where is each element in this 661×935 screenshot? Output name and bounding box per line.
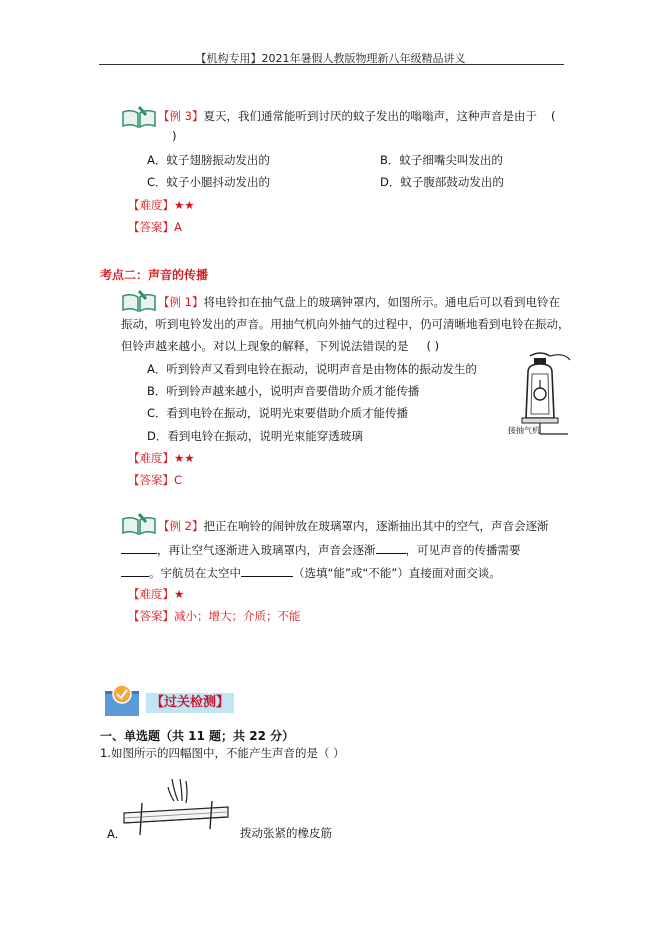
difficulty-label: 【难度】 — [128, 451, 174, 465]
example3-option-b: B．蚊子细嘴尖叫发出的 — [380, 153, 503, 167]
example3-paren-close: ) — [172, 129, 177, 143]
example2-answer — [128, 608, 301, 624]
example1-answer — [128, 472, 182, 488]
check-section-title: 【过关检测】 — [146, 693, 234, 713]
example1-line3 — [121, 338, 439, 354]
example3-option-c: C．蚊子小腿抖动发出的 — [147, 175, 271, 189]
example1-option-b: B．听到铃声越来越小，说明声音要借助介质才能传播 — [147, 384, 420, 398]
difficulty-stars: ★★ — [174, 451, 195, 465]
example3-difficulty — [128, 197, 195, 213]
book-icon — [121, 290, 157, 312]
figure-caption: 接抽气机 — [508, 426, 540, 435]
example2-line2 — [121, 541, 521, 558]
example3-stem — [158, 108, 537, 124]
fill-blank[interactable] — [121, 564, 149, 577]
header-divider — [99, 64, 564, 65]
example3-paren-open: ( — [551, 109, 556, 123]
book-icon — [121, 513, 157, 535]
book-icon — [121, 106, 157, 128]
answer-label: 【答案】 — [128, 609, 174, 623]
example1-paren: ( ) — [426, 339, 440, 353]
difficulty-label: 【难度】 — [128, 587, 174, 601]
answer-value: A — [174, 220, 182, 234]
example2-line2b: ，可见声音的传播需要 — [405, 543, 521, 557]
example2-label: 【例 2】 — [158, 519, 204, 533]
page-header: 【机构专用】2021年暑假人教版物理新八年级精品讲义 — [195, 52, 466, 65]
rubber-band-ruler-figure — [120, 777, 232, 839]
answer-label: 【答案】 — [128, 220, 174, 234]
answer-label: 【答案】 — [128, 473, 174, 487]
example1-option-d: D．看到电铃在振动，说明光束能穿透玻璃 — [147, 429, 363, 443]
example1-line1-text: 将电铃扣在抽气盘上的玻璃钟罩内，如图所示。通电后可以看到电铃在 — [203, 295, 560, 309]
difficulty-stars: ★ — [174, 587, 185, 601]
example2-line3 — [121, 564, 501, 581]
difficulty-stars: ★★ — [174, 198, 195, 212]
example2-difficulty — [128, 586, 184, 602]
example1-difficulty — [128, 450, 195, 466]
example3-option-d: D．蚊子腹部鼓动发出的 — [380, 175, 504, 189]
fill-blank[interactable] — [121, 541, 157, 554]
example1-line3-text: 但铃声越来越小。对以上现象的解释，下列说法错误的是 — [121, 339, 409, 353]
question1-stem: 1.如图所示的四幅图中，不能产生声音的是（ ） — [100, 746, 345, 760]
clipboard-check-icon — [104, 683, 140, 717]
answer-value: 减小；增大；介质；不能 — [174, 609, 301, 623]
option-a-letter: A. — [107, 827, 119, 841]
section-heading: 考点二：声音的传播 — [100, 268, 209, 282]
example2-line2a: ，再让空气逐渐进入玻璃罩内，声音会逐渐 — [157, 543, 376, 557]
answer-value: C — [174, 473, 183, 487]
option-a-caption: 拨动张紧的橡皮筋 — [240, 826, 332, 840]
example3-option-a: A．蚊子翅膀振动发出的 — [147, 153, 270, 167]
example1-option-c: C．看到电铃在振动，说明光束要借助介质才能传播 — [147, 406, 409, 420]
bell-jar-figure — [506, 350, 574, 436]
example3-line1: 夏天，我们通常能听到讨厌的蚊子发出的嗡嗡声，这种声音是由于 — [203, 109, 537, 123]
example1-line2: 振动，听到电铃发出的声音。用抽气机向外抽气的过程中，仍可清晰地看到电铃在振动， — [121, 317, 570, 331]
example2-line1 — [158, 518, 548, 534]
example3-answer — [128, 219, 182, 235]
example1-line1 — [158, 294, 560, 310]
example2-line3a: 。宇航员在太空中 — [149, 566, 241, 580]
example1-option-a: A．听到铃声又看到电铃在振动，说明声音是由物体的振动发生的 — [147, 362, 477, 376]
example2-line3b: （选填“能”或“不能”）直接面对面交谈。 — [293, 566, 501, 580]
example2-line1-text: 把正在响铃的闹钟放在玻璃罩内，逐渐抽出其中的空气，声音会逐渐 — [203, 519, 549, 533]
fill-blank[interactable] — [241, 564, 293, 577]
difficulty-label: 【难度】 — [128, 198, 174, 212]
example1-label: 【例 1】 — [158, 295, 204, 309]
part-heading: 一、单选题（共 11 题；共 22 分） — [100, 729, 295, 743]
fill-blank[interactable] — [376, 541, 406, 554]
example3-label: 【例 3】 — [158, 109, 204, 123]
